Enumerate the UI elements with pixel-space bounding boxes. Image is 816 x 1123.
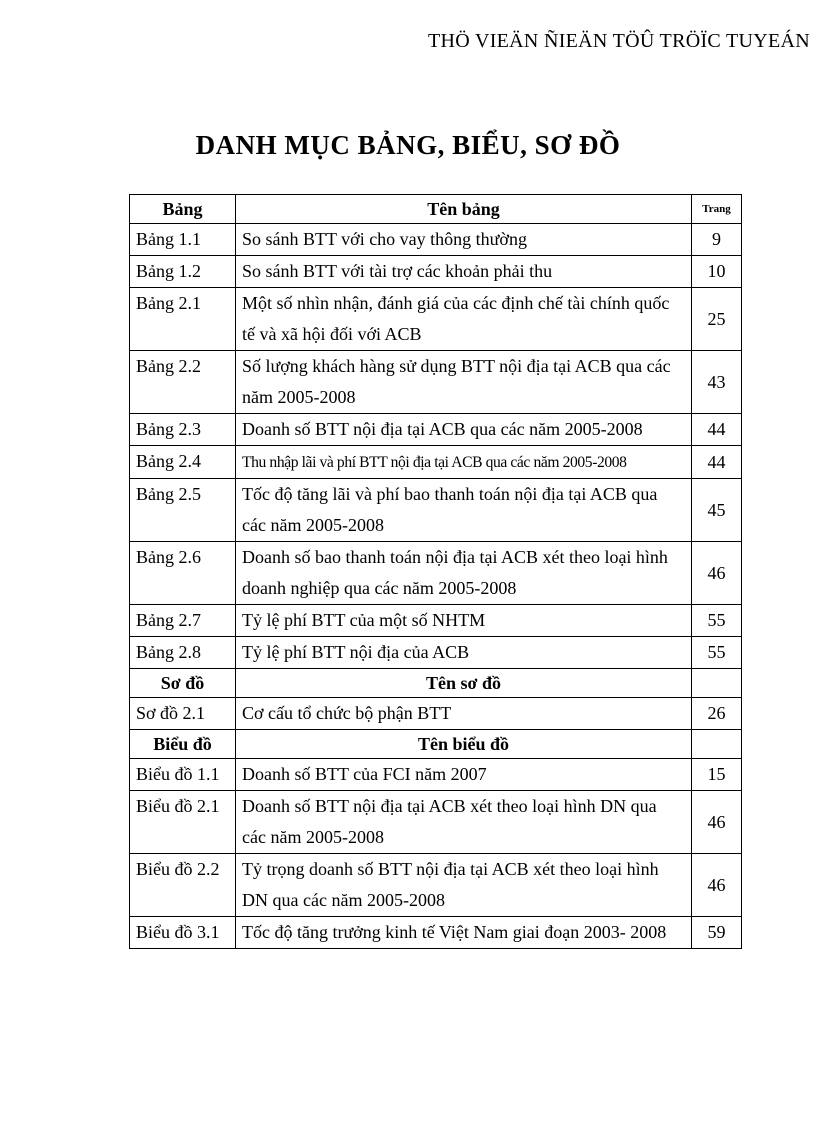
table-row — [130, 288, 742, 351]
entry-id: Bảng 2.8 — [130, 637, 236, 669]
entry-name: Một số nhìn nhận, đánh giá của các định chế tài chính quốc tế và xã hội đối với ACB — [236, 288, 692, 351]
entry-page: 44 — [692, 414, 742, 446]
entry-id: Bảng 2.3 — [130, 414, 236, 446]
column-header-name: Tên bảng — [236, 195, 692, 224]
entry-name: So sánh BTT với tài trợ các khoản phải thu — [236, 256, 692, 288]
entry-id: Sơ đồ 2.1 — [130, 698, 236, 730]
table-row — [130, 351, 742, 414]
table-row — [130, 759, 742, 791]
entry-id: Bảng 2.6 — [130, 542, 236, 605]
entry-id: Biểu đồ 2.1 — [130, 791, 236, 854]
entry-id: Bảng 2.7 — [130, 605, 236, 637]
column-header-page — [692, 730, 742, 759]
entry-page: 26 — [692, 698, 742, 730]
column-header-id: Sơ đồ — [130, 669, 236, 698]
section-header-diagrams — [130, 669, 742, 698]
entry-name: Doanh số BTT nội địa tại ACB qua các năm 2005-2008 — [236, 414, 692, 446]
page-title: DANH MỤC BẢNG, BIỂU, SƠ ĐỒ — [195, 130, 621, 160]
column-header-name: Tên biểu đồ — [236, 730, 692, 759]
entry-page: 15 — [692, 759, 742, 791]
entry-id: Biểu đồ 3.1 — [130, 917, 236, 949]
column-header-page: Trang — [692, 195, 742, 224]
entry-name: Số lượng khách hàng sử dụng BTT nội địa tại ACB qua các năm 2005-2008 — [236, 351, 692, 414]
entry-page: 10 — [692, 256, 742, 288]
table-row — [130, 256, 742, 288]
column-header-page — [692, 669, 742, 698]
table-row — [130, 917, 742, 949]
entry-name-text: Thu nhập lãi và phí BTT nội địa tại ACB qua các năm 2005-2008 — [242, 454, 627, 471]
entry-page: 43 — [692, 351, 742, 414]
entry-page: 45 — [692, 479, 742, 542]
table-row — [130, 791, 742, 854]
entry-page: 55 — [692, 637, 742, 669]
table-row — [130, 446, 742, 479]
column-header-id: Biểu đồ — [130, 730, 236, 759]
table-row — [130, 479, 742, 542]
table-row — [130, 414, 742, 446]
entry-name: So sánh BTT với cho vay thông thường — [236, 224, 692, 256]
column-header-name: Tên sơ đồ — [236, 669, 692, 698]
table-row — [130, 605, 742, 637]
table-row — [130, 542, 742, 605]
entry-id: Bảng 2.5 — [130, 479, 236, 542]
column-header-id: Bảng — [130, 195, 236, 224]
section-header-charts — [130, 730, 742, 759]
entry-name: Tỷ trọng doanh số BTT nội địa tại ACB xét theo loại hình DN qua các năm 2005-2008 — [236, 854, 692, 917]
entry-name: Tỷ lệ phí BTT của một số NHTM — [236, 605, 692, 637]
entry-id: Bảng 2.2 — [130, 351, 236, 414]
entry-page: 46 — [692, 791, 742, 854]
entry-name: Doanh số BTT nội địa tại ACB xét theo loại hình DN qua các năm 2005-2008 — [236, 791, 692, 854]
entry-page: 55 — [692, 605, 742, 637]
entry-id: Bảng 1.1 — [130, 224, 236, 256]
entry-name: Tốc độ tăng trưởng kinh tế Việt Nam giai đoạn 2003- 2008 — [236, 917, 692, 949]
entry-page: 59 — [692, 917, 742, 949]
entry-id: Biểu đồ 2.2 — [130, 854, 236, 917]
entry-id: Bảng 2.4 — [130, 446, 236, 479]
entry-name — [236, 446, 692, 479]
entry-id: Biểu đồ 1.1 — [130, 759, 236, 791]
entry-id: Bảng 1.2 — [130, 256, 236, 288]
entry-page: 25 — [692, 288, 742, 351]
table-row — [130, 224, 742, 256]
entry-page: 46 — [692, 542, 742, 605]
entry-name: Tốc độ tăng lãi và phí bao thanh toán nội địa tại ACB qua các năm 2005-2008 — [236, 479, 692, 542]
entry-name: Tỷ lệ phí BTT nội địa của ACB — [236, 637, 692, 669]
list-of-tables-figures — [129, 194, 742, 949]
entry-page: 44 — [692, 446, 742, 479]
table-row — [130, 854, 742, 917]
entry-page: 9 — [692, 224, 742, 256]
running-header: THÖ VIEÄN ÑIEÄN TÖÛ TRÖÏC TUYEÁN — [428, 30, 810, 52]
section-header-tables — [130, 195, 742, 224]
table-row — [130, 698, 742, 730]
entry-page: 46 — [692, 854, 742, 917]
entry-name: Doanh số BTT của FCI năm 2007 — [236, 759, 692, 791]
table-row — [130, 637, 742, 669]
entry-id: Bảng 2.1 — [130, 288, 236, 351]
entry-name: Doanh số bao thanh toán nội địa tại ACB xét theo loại hình doanh nghiệp qua các năm 2005-2008 — [236, 542, 692, 605]
entry-name: Cơ cấu tổ chức bộ phận BTT — [236, 698, 692, 730]
